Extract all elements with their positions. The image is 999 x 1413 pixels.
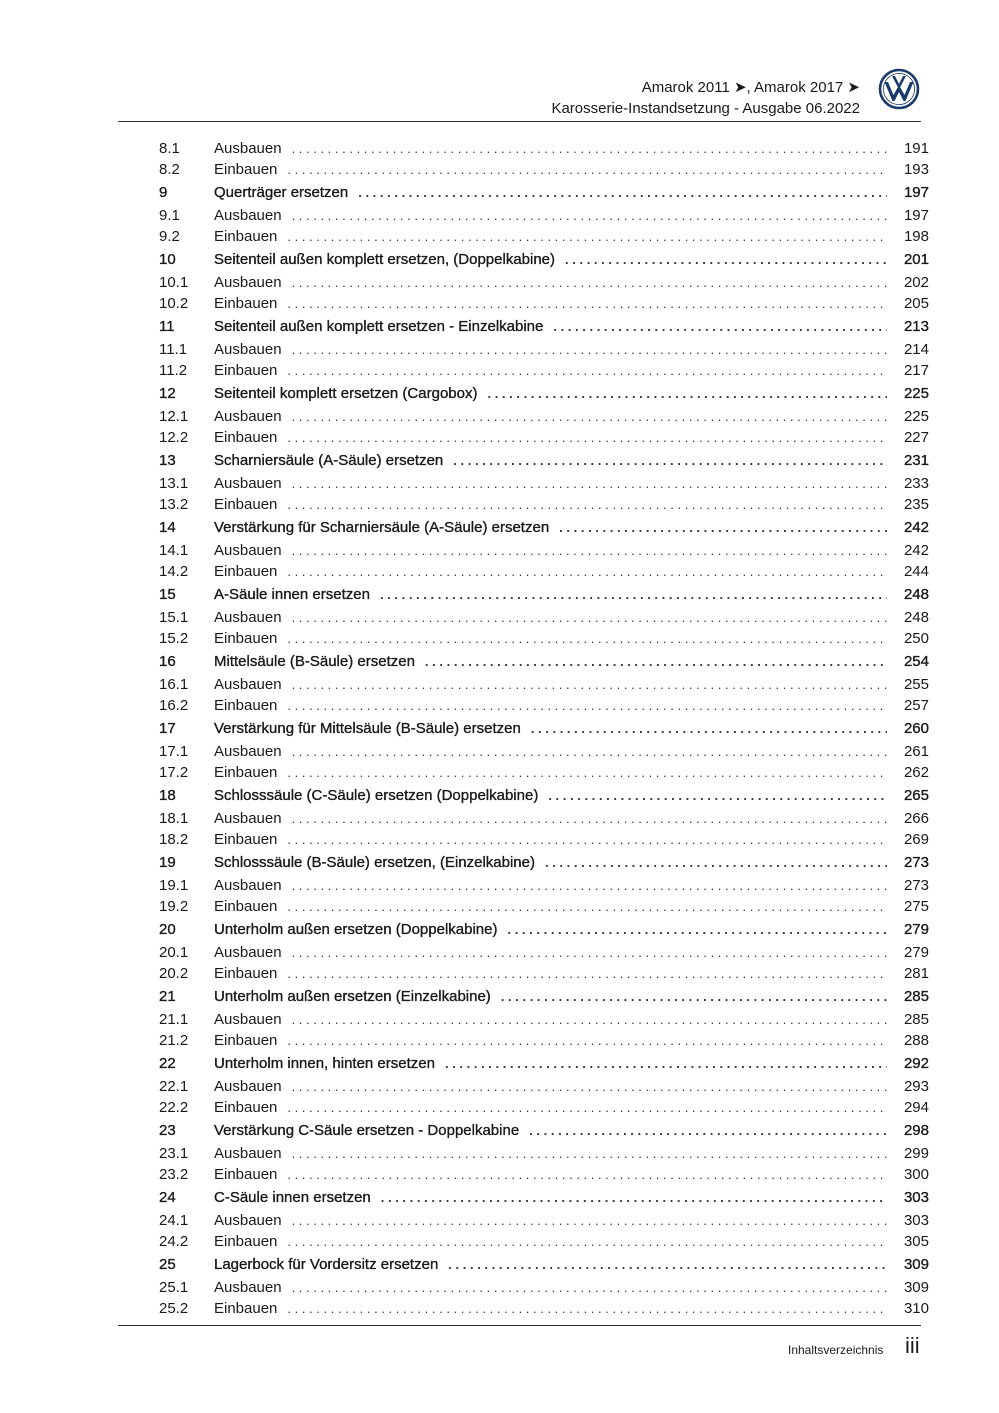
- toc-dot-leader: [292, 543, 887, 558]
- toc-entry-number: 8.2: [159, 161, 180, 178]
- toc-entry-row[interactable]: [159, 674, 929, 695]
- toc-entry-page: 309: [903, 1279, 929, 1296]
- toc-entry-number: 11.2: [159, 362, 188, 379]
- toc-chapter-row[interactable]: [159, 247, 929, 272]
- toc-entry-number: 15: [159, 586, 176, 603]
- toc-entry-number: 24.2: [159, 1233, 189, 1250]
- toc-entry-page: 266: [903, 810, 929, 827]
- toc-entry-title: Ausbauen: [214, 408, 282, 425]
- toc-dot-leader: [292, 744, 887, 759]
- toc-dot-leader: [292, 677, 887, 692]
- toc-chapter-row[interactable]: [159, 1185, 929, 1210]
- toc-entry-number: 19.1: [159, 877, 189, 894]
- toc-entry-number: 12.1: [159, 408, 189, 425]
- toc-entry-number: 19.2: [159, 898, 189, 915]
- toc-entry-row[interactable]: [159, 1231, 929, 1252]
- toc-entry-number: 22: [159, 1055, 176, 1072]
- toc-entry-number: 9: [159, 184, 168, 201]
- toc-entry-row[interactable]: [159, 607, 929, 628]
- toc-entry-title: Lagerbock für Vordersitz ersetzen: [214, 1256, 439, 1273]
- toc-entry-page: 227: [903, 429, 929, 446]
- toc-entry-title: Einbauen: [214, 496, 278, 513]
- toc-entry-page: 285: [903, 988, 929, 1005]
- toc-entry-page: 235: [903, 496, 929, 513]
- toc-entry-page: 288: [903, 1032, 929, 1049]
- toc-entry-title: Unterholm innen, hinten ersetzen: [214, 1055, 435, 1072]
- toc-dot-leader: [292, 878, 887, 893]
- toc-entry-page: 255: [903, 676, 929, 693]
- toc-entry-title: Scharniersäule (A-Säule) ersetzen: [214, 452, 444, 469]
- toc-dot-leader: [292, 1012, 887, 1027]
- toc-entry-page: 273: [903, 877, 929, 894]
- toc-entry-number: 14.2: [159, 563, 189, 580]
- toc-entry-number: 22.2: [159, 1099, 189, 1116]
- toc-dot-leader: [287, 430, 887, 445]
- toc-entry-number: 20.2: [159, 965, 189, 982]
- toc-entry-number: 23.1: [159, 1145, 189, 1162]
- toc-entry-page: 225: [903, 385, 929, 402]
- toc-entry-number: 22.1: [159, 1078, 189, 1095]
- toc-entry-title: Ausbauen: [214, 542, 282, 559]
- toc-entry-number: 13.1: [159, 475, 189, 492]
- toc-entry-page: 285: [903, 1011, 929, 1028]
- toc-chapter-row[interactable]: [159, 1051, 929, 1076]
- toc-entry-page: 265: [903, 787, 929, 804]
- toc-entry-page: 242: [903, 519, 929, 536]
- toc-dot-leader: [292, 610, 887, 625]
- toc-entry-page: 257: [903, 697, 929, 714]
- toc-entry-number: 10.2: [159, 295, 189, 312]
- toc-dot-leader: [287, 1234, 887, 1249]
- footer-section-label: Inhaltsverzeichnis: [788, 1343, 884, 1357]
- toc-entry-row[interactable]: [159, 1277, 929, 1298]
- toc-entry-page: 214: [903, 341, 929, 358]
- toc-entry-title: Ausbauen: [214, 207, 282, 224]
- toc-dot-leader: [292, 208, 887, 223]
- toc-entry-page: 261: [903, 743, 929, 760]
- toc-entry-page: 197: [903, 207, 929, 224]
- toc-entry-title: Ausbauen: [214, 140, 282, 157]
- toc-entry-title: Einbauen: [214, 362, 278, 379]
- toc-dot-leader: [287, 1301, 887, 1316]
- toc-dot-leader: [287, 698, 887, 713]
- toc-dot-leader: [292, 141, 887, 156]
- toc-entry-page: 244: [903, 563, 929, 580]
- toc-dot-leader: [287, 564, 887, 579]
- toc-entry-title: Querträger ersetzen: [214, 184, 349, 201]
- toc-entry-row[interactable]: [159, 138, 929, 159]
- toc-entry-page: 299: [903, 1145, 929, 1162]
- toc-entry-row[interactable]: [159, 875, 929, 896]
- toc-entry-number: 14: [159, 519, 176, 536]
- toc-entry-title: Einbauen: [214, 295, 278, 312]
- toc-dot-leader: [445, 1056, 887, 1071]
- toc-entry-page: 213: [903, 318, 929, 335]
- toc-entry-page: 303: [903, 1212, 929, 1229]
- toc-entry-number: 24.1: [159, 1212, 189, 1229]
- toc-entry-number: 8.1: [159, 140, 180, 157]
- toc-chapter-row[interactable]: [159, 649, 929, 674]
- toc-entry-row[interactable]: [159, 339, 929, 360]
- toc-dot-leader: [380, 587, 887, 602]
- toc-dot-leader: [287, 832, 887, 847]
- toc-entry-row[interactable]: [159, 1076, 929, 1097]
- toc-dot-leader: [287, 363, 887, 378]
- toc-entry-row[interactable]: [159, 159, 929, 180]
- toc-entry-number: 19: [159, 854, 176, 871]
- toc-dot-leader: [292, 1079, 887, 1094]
- toc-dot-leader: [287, 162, 887, 177]
- toc-entry-title: Einbauen: [214, 563, 278, 580]
- toc-chapter-row[interactable]: [159, 1252, 929, 1277]
- toc-dot-leader: [507, 922, 887, 937]
- toc-entry-number: 11: [159, 318, 175, 335]
- toc-entry-number: 17.1: [159, 743, 189, 760]
- toc-entry-title: Verstärkung C-Säule ersetzen - Doppelkabine: [214, 1122, 520, 1139]
- toc-entry-title: Einbauen: [214, 630, 278, 647]
- toc-entry-title: A-Säule innen ersetzen: [214, 586, 370, 603]
- toc-chapter-row[interactable]: [159, 850, 929, 875]
- toc-entry-title: Einbauen: [214, 228, 278, 245]
- toc-entry-title: Ausbauen: [214, 1279, 282, 1296]
- toc-chapter-row[interactable]: [159, 448, 929, 473]
- toc-entry-title: Ausbauen: [214, 810, 282, 827]
- toc-entry-title: Einbauen: [214, 1233, 278, 1250]
- toc-entry-row[interactable]: [159, 1210, 929, 1231]
- toc-entry-page: 201: [903, 251, 929, 268]
- toc-entry-page: 260: [903, 720, 929, 737]
- toc-entry-row[interactable]: [159, 427, 929, 448]
- toc-entry-row[interactable]: [159, 896, 929, 917]
- toc-entry-number: 23: [159, 1122, 176, 1139]
- toc-entry-number: 20: [159, 921, 176, 938]
- toc-entry-title: Ausbauen: [214, 1145, 282, 1162]
- toc-entry-page: 281: [903, 965, 929, 982]
- toc-entry-title: Einbauen: [214, 1166, 278, 1183]
- toc-entry-number: 10.1: [159, 274, 189, 291]
- page-header: [120, 60, 860, 124]
- toc-entry-title: Ausbauen: [214, 475, 282, 492]
- toc-entry-page: 202: [903, 274, 929, 291]
- toc-dot-leader: [292, 811, 887, 826]
- toc-entry-page: 310: [903, 1300, 929, 1317]
- toc-entry-number: 12.2: [159, 429, 189, 446]
- toc-entry-row[interactable]: [159, 942, 929, 963]
- toc-dot-leader: [292, 476, 887, 491]
- toc-chapter-row[interactable]: [159, 314, 929, 339]
- toc-entry-row[interactable]: [159, 1143, 929, 1164]
- toc-entry-row[interactable]: [159, 829, 929, 850]
- toc-entry-title: Ausbauen: [214, 274, 282, 291]
- toc-entry-title: Einbauen: [214, 764, 278, 781]
- toc-entry-page: 303: [903, 1189, 929, 1206]
- toc-entry-title: Ausbauen: [214, 1078, 282, 1095]
- toc-entry-page: 300: [903, 1166, 929, 1183]
- toc-entry-row[interactable]: [159, 1030, 929, 1051]
- toc-entry-page: 254: [903, 653, 929, 670]
- toc-entry-title: Ausbauen: [214, 676, 282, 693]
- toc-chapter-row[interactable]: [159, 381, 929, 406]
- toc-entry-number: 13: [159, 452, 176, 469]
- toc-entry-row[interactable]: [159, 963, 929, 984]
- toc-entry-number: 23.2: [159, 1166, 189, 1183]
- toc-dot-leader: [287, 899, 887, 914]
- toc-entry-title: Ausbauen: [214, 341, 282, 358]
- toc-entry-number: 14.1: [159, 542, 189, 559]
- toc-entry-row[interactable]: [159, 695, 929, 716]
- toc-entry-page: 191: [903, 140, 929, 157]
- toc-entry-page: 298: [903, 1122, 929, 1139]
- toc-entry-number: 12: [159, 385, 176, 402]
- toc-dot-leader: [448, 1257, 887, 1272]
- toc-entry-number: 18.1: [159, 810, 189, 827]
- toc-dot-leader: [287, 1100, 887, 1115]
- toc-entry-page: 242: [903, 542, 929, 559]
- toc-entry-title: Schlosssäule (C-Säule) ersetzen (Doppelkabine): [214, 787, 539, 804]
- toc-dot-leader: [292, 1146, 887, 1161]
- toc-entry-title: Ausbauen: [214, 944, 282, 961]
- toc-entry-row[interactable]: [159, 762, 929, 783]
- toc-chapter-row[interactable]: [159, 180, 929, 205]
- toc-dot-leader: [531, 721, 887, 736]
- toc-entry-page: 269: [903, 831, 929, 848]
- toc-entry-title: Verstärkung für Mittelsäule (B-Säule) ersetzen: [214, 720, 521, 737]
- toc-dot-leader: [501, 989, 887, 1004]
- toc-entry-title: Einbauen: [214, 831, 278, 848]
- toc-entry-row[interactable]: [159, 205, 929, 226]
- toc-entry-title: Verstärkung für Scharniersäule (A-Säule) ersetzen: [214, 519, 550, 536]
- header-model-line: Amarok 2011 ➤, Amarok 2017 ➤: [641, 79, 860, 96]
- toc-chapter-row[interactable]: [159, 515, 929, 540]
- toc-dot-leader: [565, 252, 887, 267]
- toc-chapter-row[interactable]: [159, 783, 929, 808]
- toc-entry-page: 250: [903, 630, 929, 647]
- toc-dot-leader: [287, 966, 887, 981]
- footer-divider: [118, 1325, 921, 1326]
- toc-entry-row[interactable]: [159, 494, 929, 515]
- toc-chapter-row[interactable]: [159, 582, 929, 607]
- toc-entry-number: 20.1: [159, 944, 189, 961]
- toc-entry-row[interactable]: [159, 272, 929, 293]
- toc-entry-number: 25: [159, 1256, 176, 1273]
- toc-entry-row[interactable]: [159, 1298, 929, 1319]
- toc-entry-row[interactable]: [159, 1164, 929, 1185]
- toc-dot-leader: [287, 765, 887, 780]
- toc-entry-page: 193: [903, 161, 929, 178]
- toc-entry-row[interactable]: [159, 540, 929, 561]
- toc-entry-row[interactable]: [159, 1009, 929, 1030]
- toc-entry-page: 279: [903, 921, 929, 938]
- footer-page-number: iii: [905, 1333, 920, 1358]
- toc-entry-number: 17.2: [159, 764, 189, 781]
- toc-entry-page: 217: [903, 362, 929, 379]
- toc-entry-number: 16: [159, 653, 176, 670]
- toc-entry-number: 9.1: [159, 207, 180, 224]
- toc-entry-title: Seitenteil außen komplett ersetzen, (Doppelkabine): [214, 251, 556, 268]
- toc-dot-leader: [487, 386, 887, 401]
- toc-entry-number: 25.2: [159, 1300, 189, 1317]
- toc-dot-leader: [292, 275, 887, 290]
- toc-dot-leader: [553, 319, 887, 334]
- toc-entry-title: Ausbauen: [214, 1011, 282, 1028]
- toc-dot-leader: [425, 654, 887, 669]
- toc-entry-row[interactable]: [159, 561, 929, 582]
- vw-logo-icon: [878, 68, 920, 110]
- header-divider: [118, 121, 921, 122]
- toc-entry-title: Einbauen: [214, 898, 278, 915]
- toc-entry-row[interactable]: [159, 226, 929, 247]
- toc-entry-title: Unterholm außen ersetzen (Einzelkabine): [214, 988, 491, 1005]
- toc-entry-row[interactable]: [159, 1097, 929, 1118]
- toc-dot-leader: [358, 185, 887, 200]
- toc-entry-number: 18: [159, 787, 176, 804]
- toc-entry-number: 25.1: [159, 1279, 189, 1296]
- toc-dot-leader: [287, 1033, 887, 1048]
- toc-entry-page: 273: [903, 854, 929, 871]
- toc-entry-number: 16.1: [159, 676, 189, 693]
- toc-entry-number: 18.2: [159, 831, 189, 848]
- toc-dot-leader: [292, 342, 887, 357]
- toc-dot-leader: [545, 855, 887, 870]
- toc-entry-page: 292: [903, 1055, 929, 1072]
- toc-entry-title: Ausbauen: [214, 743, 282, 760]
- toc-dot-leader: [529, 1123, 887, 1138]
- toc-entry-row[interactable]: [159, 406, 929, 427]
- toc-entry-number: 9.2: [159, 228, 180, 245]
- toc-chapter-row[interactable]: [159, 917, 929, 942]
- toc-entry-number: 21.1: [159, 1011, 189, 1028]
- toc-entry-page: 233: [903, 475, 929, 492]
- toc-entry-number: 24: [159, 1189, 176, 1206]
- toc-dot-leader: [287, 296, 887, 311]
- toc-entry-page: 309: [903, 1256, 929, 1273]
- toc-entry-page: 293: [903, 1078, 929, 1095]
- toc-chapter-row[interactable]: [159, 984, 929, 1009]
- toc-dot-leader: [292, 409, 887, 424]
- toc-dot-leader: [292, 1280, 887, 1295]
- toc-entry-page: 279: [903, 944, 929, 961]
- toc-entry-title: Einbauen: [214, 965, 278, 982]
- toc-entry-number: 17: [159, 720, 176, 737]
- toc-entry-title: Unterholm außen ersetzen (Doppelkabine): [214, 921, 498, 938]
- toc-entry-number: 21.2: [159, 1032, 189, 1049]
- toc-entry-row[interactable]: [159, 293, 929, 314]
- toc-entry-page: 294: [903, 1099, 929, 1116]
- toc-entry-number: 11.1: [159, 341, 188, 358]
- toc-dot-leader: [287, 229, 887, 244]
- toc-entry-title: Einbauen: [214, 1300, 278, 1317]
- toc-entry-page: 205: [903, 295, 929, 312]
- toc-entry-number: 15.2: [159, 630, 189, 647]
- toc-dot-leader: [287, 497, 887, 512]
- toc-dot-leader: [548, 788, 887, 803]
- toc-entry-title: Einbauen: [214, 1099, 278, 1116]
- toc-dot-leader: [287, 631, 887, 646]
- toc-entry-page: 197: [903, 184, 929, 201]
- toc-entry-title: C-Säule innen ersetzen: [214, 1189, 371, 1206]
- toc-entry-title: Einbauen: [214, 697, 278, 714]
- toc-dot-leader: [453, 453, 887, 468]
- toc-entry-title: Ausbauen: [214, 609, 282, 626]
- toc-entry-page: 198: [903, 228, 929, 245]
- toc-entry-title: Einbauen: [214, 1032, 278, 1049]
- toc-dot-leader: [292, 1213, 887, 1228]
- toc-entry-number: 16.2: [159, 697, 189, 714]
- toc-chapter-row[interactable]: [159, 1118, 929, 1143]
- toc-entry-page: 275: [903, 898, 929, 915]
- toc-entry-page: 248: [903, 609, 929, 626]
- toc-entry-number: 21: [159, 988, 176, 1005]
- toc-entry-page: 225: [903, 408, 929, 425]
- toc-dot-leader: [381, 1190, 887, 1205]
- toc-entry-number: 10: [159, 251, 176, 268]
- toc-entry-row[interactable]: [159, 808, 929, 829]
- toc-entry-page: 305: [903, 1233, 929, 1250]
- header-manual-title: Karosserie-Instandsetzung - Ausgabe 06.2022: [551, 100, 860, 117]
- toc-chapter-row[interactable]: [159, 716, 929, 741]
- toc-entry-title: Seitenteil außen komplett ersetzen - Einzelkabine: [214, 318, 544, 335]
- toc-dot-leader: [292, 945, 887, 960]
- toc-entry-title: Einbauen: [214, 161, 278, 178]
- toc-entry-title: Ausbauen: [214, 1212, 282, 1229]
- toc-entry-title: Mittelsäule (B-Säule) ersetzen: [214, 653, 415, 670]
- toc-dot-leader: [287, 1167, 887, 1182]
- toc-entry-row[interactable]: [159, 360, 929, 381]
- toc-entry-row[interactable]: [159, 628, 929, 649]
- toc-entry-title: Ausbauen: [214, 877, 282, 894]
- toc-entry-page: 262: [903, 764, 929, 781]
- toc-entry-title: Schlosssäule (B-Säule) ersetzen, (Einzelkabine): [214, 854, 535, 871]
- toc-entry-number: 15.1: [159, 609, 189, 626]
- toc-entry-title: Seitenteil komplett ersetzen (Cargobox): [214, 385, 478, 402]
- toc-dot-leader: [559, 520, 887, 535]
- toc-entry-page: 248: [903, 586, 929, 603]
- toc-entry-page: 231: [903, 452, 929, 469]
- table-of-contents: [159, 138, 929, 1319]
- toc-entry-title: Einbauen: [214, 429, 278, 446]
- toc-entry-row[interactable]: [159, 741, 929, 762]
- toc-entry-number: 13.2: [159, 496, 189, 513]
- toc-entry-row[interactable]: [159, 473, 929, 494]
